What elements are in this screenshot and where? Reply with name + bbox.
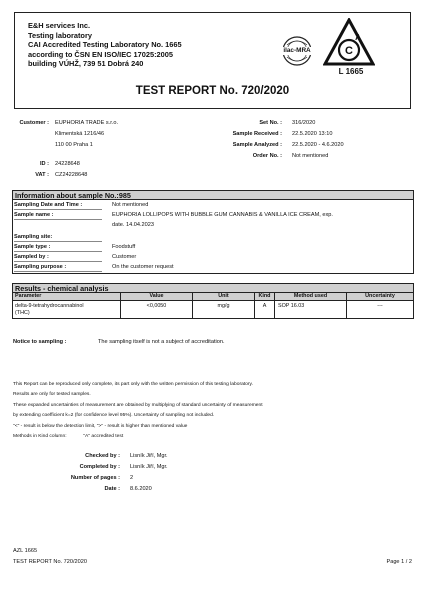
sampling-date-label: Sampling Date and Time : (14, 202, 102, 210)
result-kind: A (255, 301, 275, 319)
lab-standard: according to ČSN EN ISO/IEC 17025:2005 (28, 49, 173, 59)
ilac-mra-logo-text: ilac-MRA (283, 47, 311, 54)
sampling-site-label: Sampling site: (14, 234, 102, 242)
parameter-name: delta-9-tetrahydrocannabinol (15, 303, 84, 309)
footer-report-no: TEST REPORT No. 720/2020 (13, 559, 87, 565)
col-kind: Kind (255, 293, 275, 301)
methods-label: Methods in Kind column: (13, 434, 67, 440)
completed-by-label: Completed by : (79, 464, 120, 470)
sample-received-value: 22.5.2020 13:10 (292, 131, 333, 137)
col-uncertainty: Uncertainty (347, 293, 413, 301)
sample-type-label: Sample type : (14, 244, 102, 252)
result-value: <0,0050 (121, 301, 193, 319)
sample-analyzed-label: Sample Analyzed : (232, 142, 282, 148)
set-no-label: Set No. : (259, 120, 282, 126)
notice-label: Notice to sampling : (13, 339, 67, 345)
lab-type: Testing laboratory (28, 30, 92, 40)
svg-text:C: C (345, 45, 353, 57)
customer-id: 24228648 (55, 161, 80, 167)
sampling-purpose-label: Sampling purpose : (14, 264, 102, 272)
date-value: 8.6.2020 (130, 486, 152, 492)
number-of-pages-label: Number of pages : (70, 475, 120, 481)
customer-vat-label: VAT : (35, 172, 49, 178)
lab-company-name: E&H services Inc. (28, 21, 91, 30)
checked-by-value: Lisník Jiří, Mgr. (130, 453, 168, 459)
date-label: Date : (104, 486, 120, 492)
customer-name: EUPHORIA TRADE s.r.o. (55, 120, 118, 126)
customer-id-label: ID : (39, 161, 49, 167)
note-uncertainty: These expanded uncertainties of measurement are obtained by multiplying of standard uncertainty of measurement (13, 402, 263, 408)
cai-logo (323, 18, 375, 68)
checked-by-label: Checked by : (85, 453, 120, 459)
customer-label: Customer : (19, 120, 49, 126)
customer-vat: CZ24228648 (55, 172, 88, 178)
svg-text:A: A (355, 33, 361, 42)
number-of-pages-value: 2 (130, 475, 134, 481)
sample-received-label: Sample Received : (232, 131, 282, 137)
col-parameter: Parameter (13, 293, 121, 301)
sample-info-heading: Information about sample No.:985 (13, 191, 413, 200)
order-no-label: Order No. : (252, 153, 282, 159)
note-reproduction: This Report can be reproduced only complete, its part only with the written permission of this testing laboratory. (13, 382, 253, 387)
lab-accreditation: CAI Accredited Testing Laboratory No. 1665 (28, 40, 182, 49)
sampled-by-value: Customer (112, 254, 137, 260)
ilac-mra-logo (273, 33, 321, 69)
note-results: Results are only for tested samples. (13, 392, 91, 398)
completed-by-value: Lisník Jiří, Mgr. (130, 464, 168, 470)
notes-block (13, 380, 263, 442)
notice-text: The sampling itself is not a subject of accreditation. (98, 339, 225, 345)
cai-number: L 1665 (338, 67, 364, 76)
results-heading: Results - chemical analysis (13, 284, 413, 293)
sampling-purpose-value: On the customer request (112, 264, 174, 270)
footer-lab-code: AZL 1665 (13, 548, 38, 554)
table-row-parameter (13, 301, 121, 319)
result-unit: mg/g (193, 301, 255, 319)
report-title: TEST REPORT No. 720/2020 (135, 85, 290, 97)
col-unit: Unit (193, 293, 255, 301)
sampled-by-label: Sampled by : (14, 254, 102, 262)
customer-street: Klimentská 1216/46 (55, 131, 105, 137)
col-value: Value (121, 293, 193, 301)
sample-name-value-cont: date. 14.04.2023 (112, 222, 154, 228)
report-header (14, 12, 411, 109)
sample-type-value: Foodstuff (112, 244, 136, 250)
note-methods (13, 432, 263, 442)
footer-page-number: Page 1 / 2 (386, 559, 412, 565)
result-method: SOP 16.03 (275, 301, 347, 319)
methods-value: "A" accredited test (83, 434, 124, 440)
results-section (12, 283, 414, 319)
sample-name-value: EUPHORIA LOLLIPOPS WITH BUBBLE GUM CANNABIS & VANILLA ICE CREAM, exp. (112, 212, 333, 218)
sampling-date-value: Not mentioned (112, 202, 149, 208)
note-coefficient: by extending coefficient k=2 (for confidence level 95%). Uncertainty of sampling not included. (13, 413, 215, 419)
col-method: Method used (275, 293, 347, 301)
lab-address: building VÚHŽ, 739 51 Dobrá 240 (28, 59, 144, 68)
set-no-value: 316/2020 (292, 120, 316, 126)
sample-analyzed-value: 22.5.2020 - 4.6.2020 (292, 142, 344, 148)
result-uncertainty: --- (377, 303, 383, 309)
note-limits: "<" - result is below the detection limit, ">" - result is higher than mentioned value (13, 423, 188, 429)
sample-name-label: Sample name : (14, 212, 102, 220)
customer-city: 110 00 Praha 1 (55, 142, 93, 148)
parameter-name-cont: (THC) (15, 310, 30, 316)
order-no-value: Not mentioned (292, 153, 329, 159)
